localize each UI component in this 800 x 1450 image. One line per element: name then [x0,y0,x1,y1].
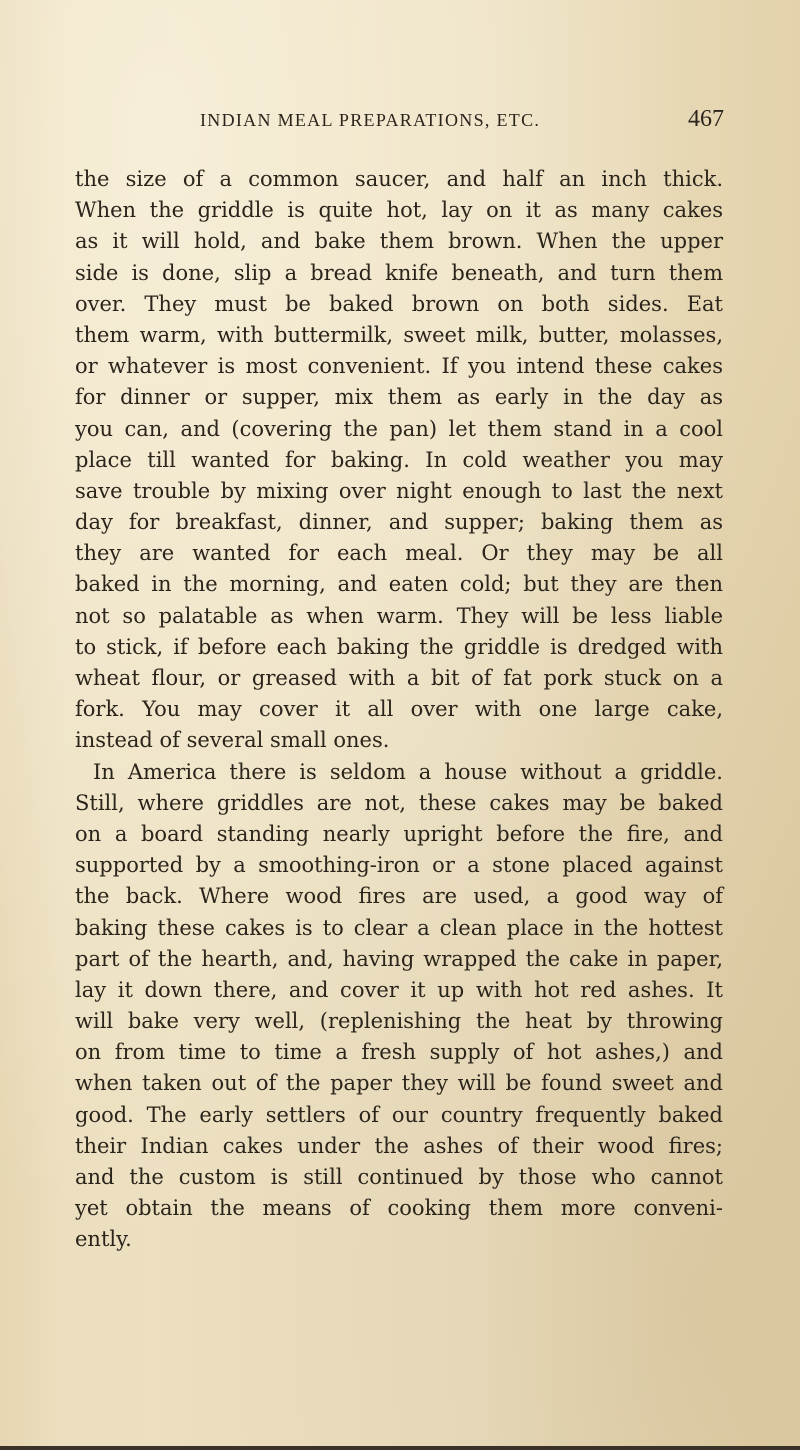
text-line: save trouble by mixing over night enough to last the next [75,478,723,503]
text-line: Still, where griddles are not, these cakes may be baked [75,790,723,815]
text-line: on a board standing nearly upright before the fire, and [75,821,723,846]
text-line: When the griddle is quite hot, lay on it as many cakes [75,198,723,223]
text-line: you can, and (covering the pan) let them stand in a cool [75,416,723,441]
paragraph-start-line: In America there is seldom a house without a griddle. [93,759,723,784]
text-line: place till wanted for baking. In cold weather you may [75,447,723,472]
text-line: fork. You may cover it all over with one large cake, [75,697,723,722]
text-line: baking these cakes is to clear a clean place in the hottest [75,915,723,940]
page-number: 467 [688,106,724,132]
text-line: wheat flour, or greased with a bit of fat pork stuck on a [75,666,723,690]
text-line: supported by a smoothing-iron or a stone placed against [75,853,723,878]
text-line: ently. [75,1227,132,1252]
text-line: baked in the morning, and eaten cold; but they are then [75,572,723,597]
text-line: good. The early settlers of our country frequently baked [75,1102,723,1127]
body-text [75,164,723,1256]
text-line: and the custom is still continued by those who cannot [75,1165,723,1189]
text-line: when taken out of the paper they will be found sweet and [75,1071,723,1096]
text-line: the back. Where wood fires are used, a good way of [75,884,723,909]
running-head: INDIAN MEAL PREPARATIONS, ETC. [200,110,541,130]
text-line: yet obtain the means of cooking them more conveni- [75,1196,723,1221]
text-line: as it will hold, and bake them brown. When the upper [75,229,723,254]
text-line: to stick, if before each baking the griddle is dredged with [75,634,723,659]
page-edge-shadow [0,1446,800,1450]
text-line: the size of a common saucer, and half an inch thick. [75,167,723,191]
text-line: day for breakfast, dinner, and supper; baking them as [75,510,723,535]
text-line: on from time to time a fresh supply of hot ashes,) and [75,1040,723,1065]
text-line: they are wanted for each meal. Or they may be all [75,541,723,566]
text-line: lay it down there, and cover it up with hot red ashes. It [75,977,723,1002]
text-line: part of the hearth, and, having wrapped the cake in paper, [75,946,723,971]
text-line: their Indian cakes under the ashes of their wood fires; [75,1133,723,1158]
text-line: for dinner or supper, mix them as early in the day as [75,385,723,410]
page-header [200,106,724,140]
text-line: will bake very well, (replenishing the heat by throwing [75,1009,723,1034]
text-line: side is done, slip a bread knife beneath, and turn them [75,260,723,285]
text-line: not so palatable as when warm. They will be less liable [75,603,723,628]
text-line: them warm, with buttermilk, sweet milk, butter, molasses, [75,322,723,347]
text-line: over. They must be baked brown on both sides. Eat [75,291,723,316]
text-line: or whatever is most convenient. If you intend these cakes [75,354,723,379]
text-line: instead of several small ones. [75,728,390,753]
